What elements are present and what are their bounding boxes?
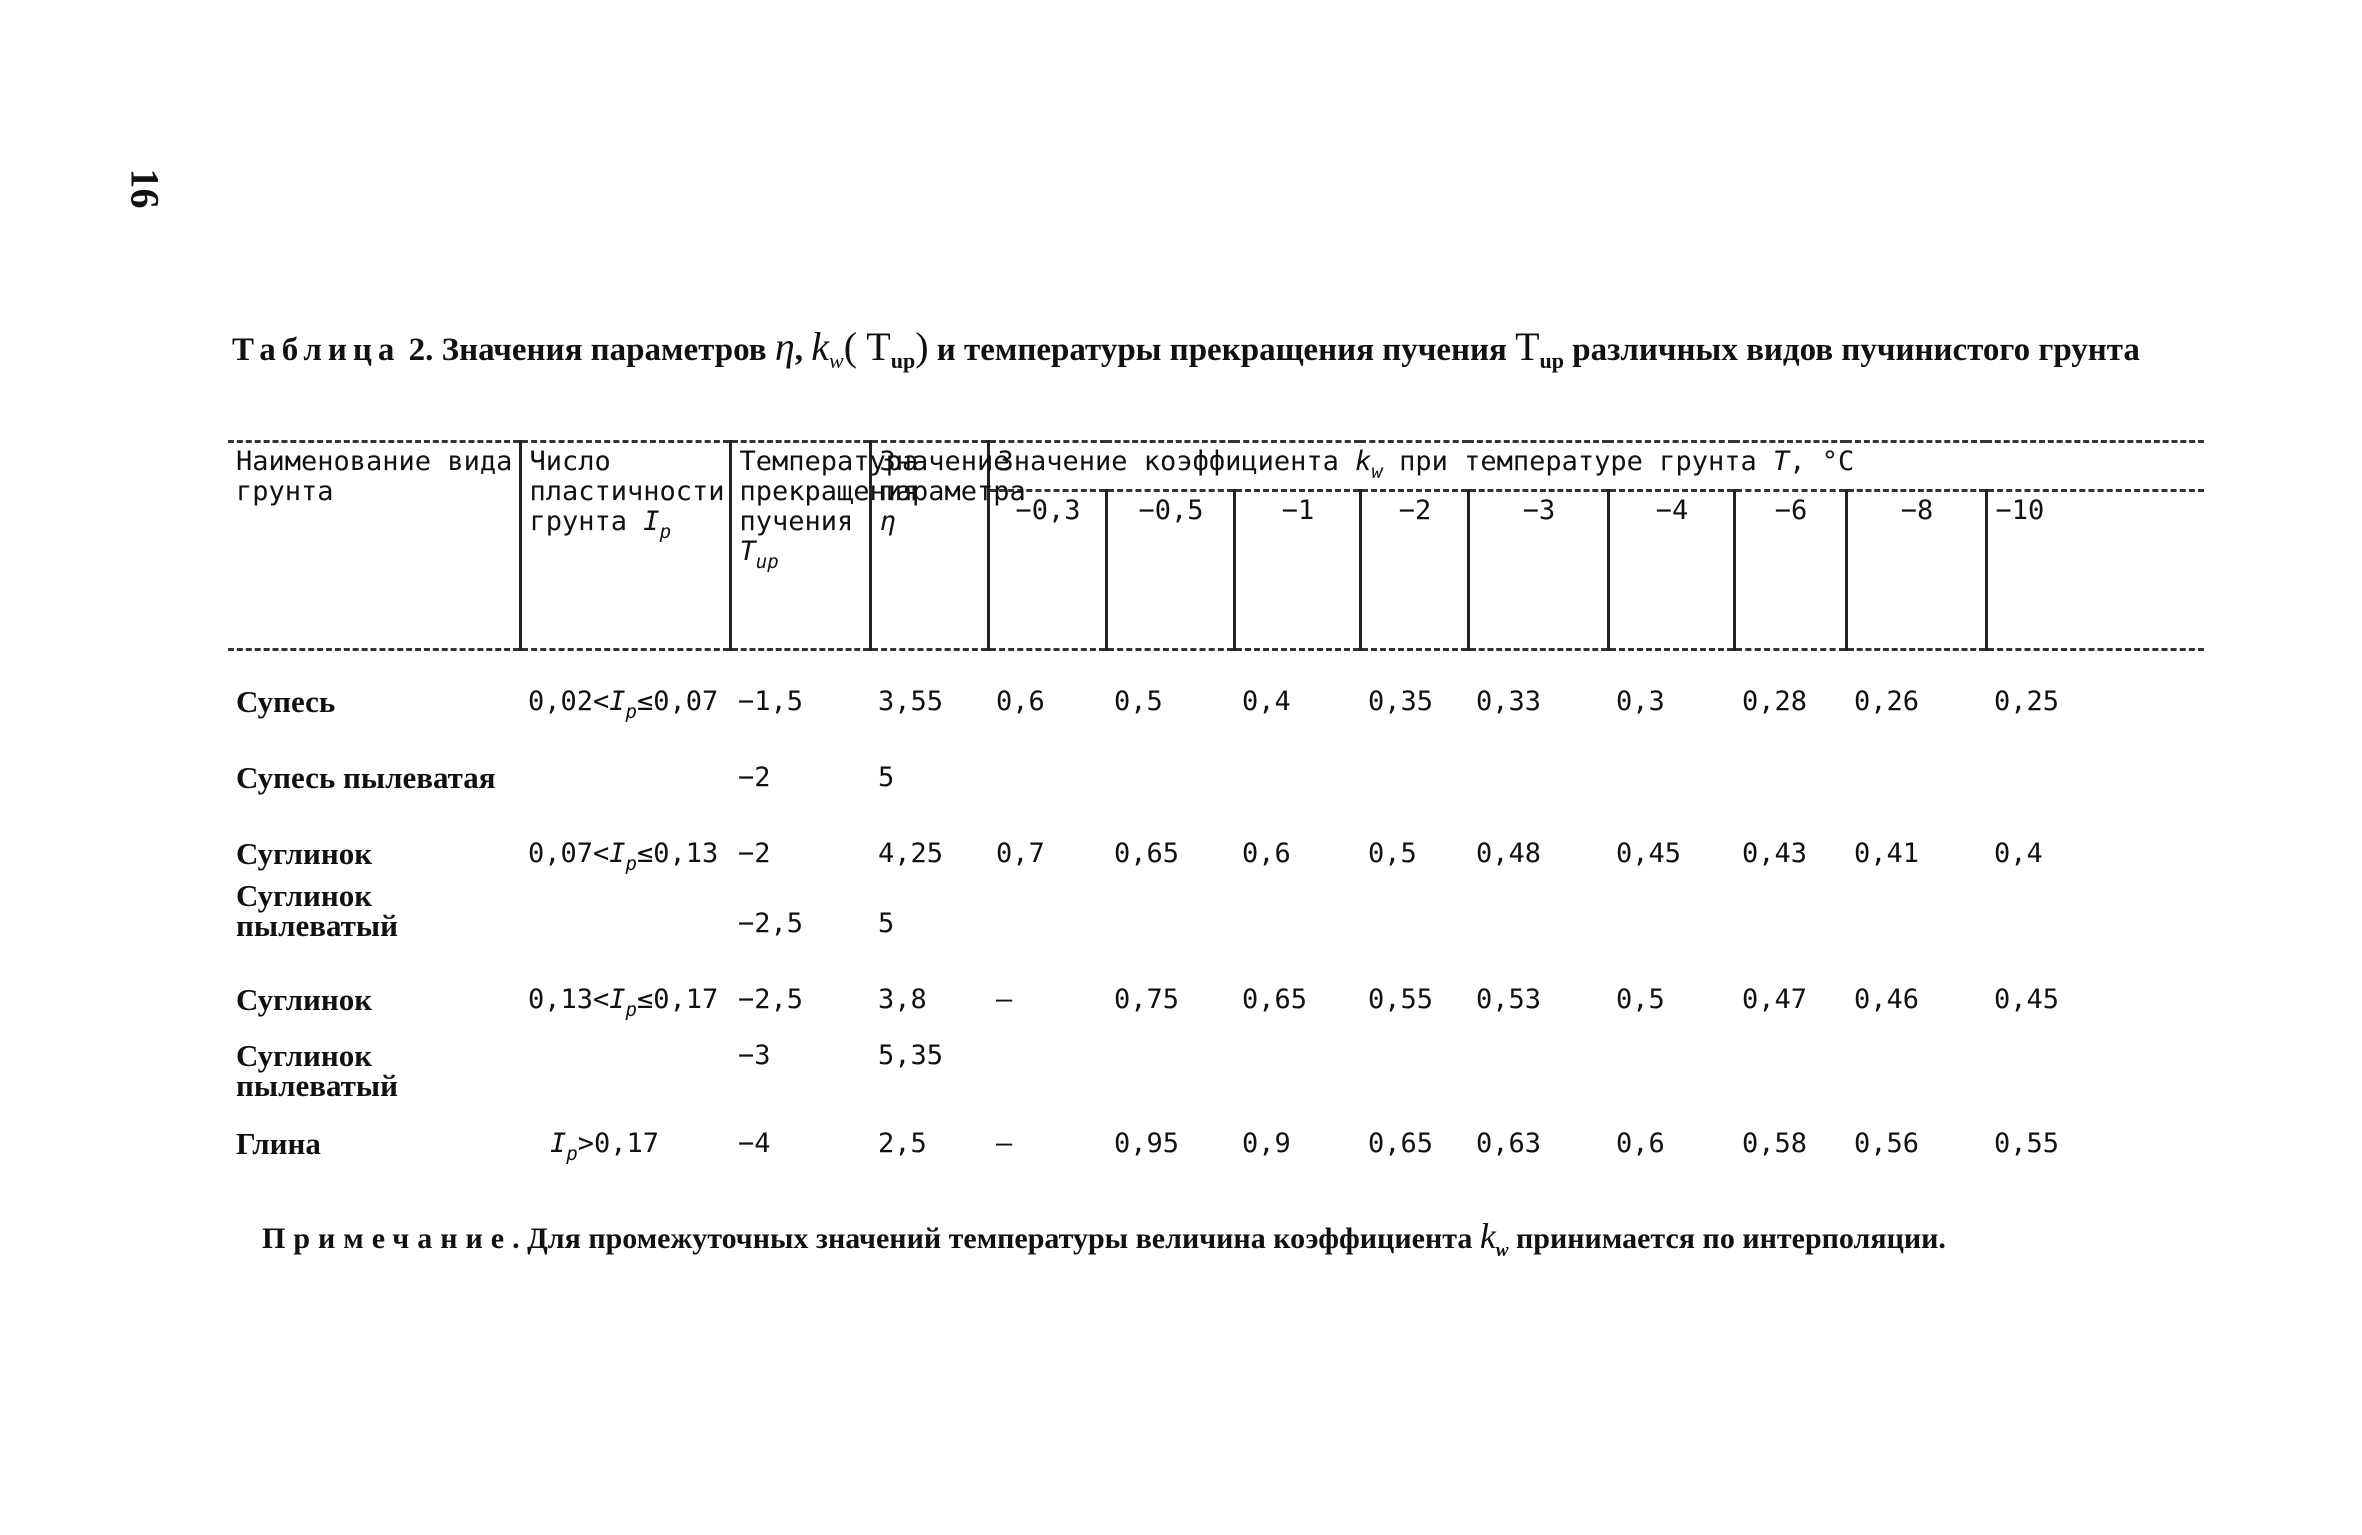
caption-tup-close: ) bbox=[915, 324, 929, 369]
cell-eta: 5,35 bbox=[878, 1040, 944, 1071]
caption-kw: k bbox=[811, 324, 829, 369]
cell-ip: $0,02<I_p\le 0,07$ bbox=[528, 686, 719, 723]
cell-k bbox=[1360, 1041, 1468, 1129]
note-text2: принимается по интерполяции. bbox=[1508, 1222, 1946, 1255]
cell-k: 0,47 bbox=[1742, 984, 1808, 1015]
cell-ip: $I_p>0,17$ bbox=[550, 1128, 659, 1165]
cell-k: 0,65 bbox=[1114, 838, 1180, 869]
cell-k bbox=[1106, 1041, 1234, 1129]
cell-ip-right: ≤0,13 bbox=[637, 838, 719, 869]
header-temp-4: −2 bbox=[1360, 491, 1468, 650]
cell-k: 0,75 bbox=[1114, 984, 1180, 1015]
cell-k bbox=[988, 881, 1106, 985]
cell-k bbox=[1608, 1041, 1734, 1129]
header-stop-temperature-symbol: T bbox=[739, 536, 756, 567]
header-temp-8: −8 bbox=[1846, 491, 1986, 650]
cell-k: 0,33 bbox=[1476, 686, 1542, 717]
note-label: Примечание bbox=[262, 1222, 513, 1255]
cell-tup: −3 bbox=[738, 1040, 771, 1071]
cell-k: – bbox=[996, 1128, 1013, 1159]
caption-tup-sub: up bbox=[890, 348, 916, 373]
table-row bbox=[228, 881, 2204, 985]
cell-k: 0,63 bbox=[1476, 1128, 1542, 1159]
cell-k: 0,43 bbox=[1742, 838, 1808, 869]
cell-k bbox=[1234, 763, 1360, 839]
cell-tup: −2 bbox=[738, 838, 771, 869]
cell-k bbox=[1468, 1041, 1608, 1129]
header-plasticity-sub: p bbox=[659, 521, 672, 543]
cell-k bbox=[1986, 881, 2204, 985]
cell-k: 0,65 bbox=[1368, 1128, 1434, 1159]
cell-k: 0,45 bbox=[1616, 838, 1682, 869]
header-temp-3: −1 bbox=[1234, 491, 1360, 650]
cell-ip bbox=[520, 763, 730, 839]
cell-eta: 4,25 bbox=[878, 838, 944, 869]
header-stop-temperature bbox=[730, 442, 919, 650]
caption-text-end: различных видов пучинистого грунта bbox=[1564, 332, 2140, 368]
header-plasticity bbox=[520, 442, 730, 650]
header-plasticity-text: Число пластичности грунта bbox=[529, 446, 725, 537]
header-temp-2: −0,5 bbox=[1106, 491, 1234, 650]
cell-k: 0,48 bbox=[1476, 838, 1542, 869]
cell-k: – bbox=[996, 984, 1013, 1015]
header-eta-text: Значение параметра bbox=[879, 446, 1026, 507]
cell-ip bbox=[520, 1041, 730, 1129]
cell-k: 0,6 bbox=[1616, 1128, 1665, 1159]
cell-k bbox=[1986, 1041, 2204, 1129]
cell-k: 0,65 bbox=[1242, 984, 1308, 1015]
table-row bbox=[228, 839, 2204, 881]
note-symbol: k bbox=[1479, 1216, 1496, 1256]
cell-k: 0,55 bbox=[1994, 1128, 2060, 1159]
cell-k bbox=[1468, 763, 1608, 839]
cell-k: 0,35 bbox=[1368, 686, 1434, 717]
cell-ip: $0,13<I_p\le 0,17$ bbox=[528, 984, 719, 1021]
cell-k bbox=[1234, 1041, 1360, 1129]
note-text: . Для промежуточных значений температуры величина коэффициента bbox=[512, 1222, 1480, 1255]
caption-eta: η bbox=[774, 324, 795, 369]
caption-text-before: 2. Значения параметров bbox=[400, 332, 775, 368]
cell-k: 0,6 bbox=[1242, 838, 1291, 869]
cell-k bbox=[1734, 1041, 1846, 1129]
cell-k bbox=[1986, 763, 2204, 839]
header-stop-temperature-text: Температура прекращения пучения bbox=[739, 446, 919, 537]
cell-eta: 2,5 bbox=[878, 1128, 927, 1159]
header-stop-temperature-sub: up bbox=[755, 551, 779, 573]
cell-k: 0,6 bbox=[996, 686, 1045, 717]
cell-name: Суглинок bbox=[236, 836, 373, 871]
cell-name: Суглинок пылеватый bbox=[236, 878, 398, 943]
table-caption: Таблица 2. Значения параметров η, $k_w$( $T_{up}$) и температуры прекращения пучения $T_{up}$ различных видов пучинистого грунта bbox=[232, 324, 2140, 373]
cell-k: 0,28 bbox=[1742, 686, 1808, 717]
table-row bbox=[228, 1129, 2204, 1179]
cell-eta: 5 bbox=[878, 762, 895, 793]
cell-k bbox=[1846, 763, 1986, 839]
cell-ip: $0,07<I_p\le 0,13$ bbox=[528, 838, 719, 875]
cell-ip-right: ≤0,07 bbox=[637, 686, 719, 717]
caption-label: Таблица bbox=[232, 332, 401, 368]
cell-k: 0,4 bbox=[1242, 686, 1291, 717]
cell-ip-right: ≤0,17 bbox=[637, 984, 719, 1015]
cell-name: Суглинок bbox=[236, 982, 373, 1017]
cell-name: Супесь пылеватая bbox=[236, 760, 496, 795]
cell-k: 0,7 bbox=[996, 838, 1045, 869]
cell-k: 0,95 bbox=[1114, 1128, 1180, 1159]
header-temp-9: −10 bbox=[1986, 491, 2204, 650]
soil-parameters-table bbox=[228, 440, 2204, 1179]
header-soil-type-text: Наименование вида грунта bbox=[236, 446, 513, 507]
page-number: 16 bbox=[122, 168, 168, 209]
header-temp-1: −0,3 bbox=[988, 491, 1106, 650]
cell-k bbox=[1360, 881, 1468, 985]
header-kw-group bbox=[988, 442, 2204, 491]
cell-k: 0,58 bbox=[1742, 1128, 1808, 1159]
cell-name: Супесь bbox=[236, 684, 336, 719]
cell-name: Суглинок пылеватый bbox=[236, 1038, 398, 1103]
header-t-symbol: T bbox=[1772, 446, 1790, 477]
cell-k: 0,9 bbox=[1242, 1128, 1291, 1159]
cell-k bbox=[1106, 763, 1234, 839]
cell-k bbox=[1734, 881, 1846, 985]
caption-text-middle: и температуры прекращения пучения bbox=[928, 332, 1516, 368]
cell-tup: −2,5 bbox=[738, 908, 804, 939]
cell-k: 0,55 bbox=[1368, 984, 1434, 1015]
cell-name: Глина bbox=[236, 1126, 321, 1161]
cell-k bbox=[1360, 763, 1468, 839]
caption-tup-open: ( T bbox=[843, 324, 891, 369]
cell-k: 0,5 bbox=[1368, 838, 1417, 869]
table-row bbox=[228, 1041, 2204, 1129]
cell-tup: −1,5 bbox=[738, 686, 804, 717]
cell-ip-right: >0,17 bbox=[577, 1128, 659, 1159]
cell-k bbox=[1846, 1041, 1986, 1129]
header-plasticity-symbol: I bbox=[643, 506, 660, 537]
header-soil-type bbox=[228, 442, 520, 650]
cell-k bbox=[1468, 881, 1608, 985]
cell-ip-left: 0,02< bbox=[528, 686, 610, 717]
cell-k: 0,53 bbox=[1476, 984, 1542, 1015]
cell-k: 0,4 bbox=[1994, 838, 2043, 869]
header-temp-5: −3 bbox=[1468, 491, 1608, 650]
header-eta bbox=[870, 442, 1026, 650]
table-row bbox=[228, 985, 2204, 1041]
cell-k: 0,5 bbox=[1616, 984, 1665, 1015]
note-sub: w bbox=[1495, 1240, 1509, 1261]
cell-k: 0,56 bbox=[1854, 1128, 1920, 1159]
cell-k: 0,45 bbox=[1994, 984, 2060, 1015]
cell-eta: 3,55 bbox=[878, 686, 944, 717]
header-temp-6: −4 bbox=[1608, 491, 1734, 650]
cell-k: 0,26 bbox=[1854, 686, 1920, 717]
header-kw-group-text: Значение коэффициента bbox=[997, 446, 1356, 477]
cell-k: 0,25 bbox=[1994, 686, 2060, 717]
cell-k bbox=[1608, 763, 1734, 839]
cell-k: 0,5 bbox=[1114, 686, 1163, 717]
header-temp-7: −6 bbox=[1734, 491, 1846, 650]
header-kw-group-text2: при температуре грунта bbox=[1382, 446, 1773, 477]
table-row bbox=[228, 687, 2204, 763]
caption-tup2-sub: up bbox=[1539, 348, 1565, 373]
cell-eta: 3,8 bbox=[878, 984, 927, 1015]
cell-eta: 5 bbox=[878, 908, 895, 939]
cell-k: 0,41 bbox=[1854, 838, 1920, 869]
table-row bbox=[228, 763, 2204, 839]
header-kw-sub: w bbox=[1371, 461, 1383, 483]
cell-tup: −2 bbox=[738, 762, 771, 793]
cell-k bbox=[1608, 881, 1734, 985]
cell-tup: −4 bbox=[738, 1128, 771, 1159]
cell-k bbox=[1234, 881, 1360, 985]
cell-k bbox=[1846, 881, 1986, 985]
caption-tup2: T bbox=[1515, 324, 1540, 369]
header-kw-symbol: k bbox=[1355, 446, 1372, 477]
header-eta-symbol: η bbox=[879, 506, 896, 537]
cell-k: 0,46 bbox=[1854, 984, 1920, 1015]
table-note bbox=[262, 1215, 2222, 1262]
cell-ip-left: 0,13< bbox=[528, 984, 610, 1015]
cell-tup: −2,5 bbox=[738, 984, 804, 1015]
cell-k bbox=[988, 763, 1106, 839]
cell-ip-left: 0,07< bbox=[528, 838, 610, 869]
cell-k bbox=[1106, 881, 1234, 985]
header-t-unit: , °C bbox=[1789, 446, 1855, 477]
cell-ip bbox=[520, 881, 730, 985]
cell-k bbox=[1734, 763, 1846, 839]
cell-k bbox=[988, 1041, 1106, 1129]
caption-kw-sub: w bbox=[829, 348, 844, 373]
cell-k: 0,3 bbox=[1616, 686, 1665, 717]
